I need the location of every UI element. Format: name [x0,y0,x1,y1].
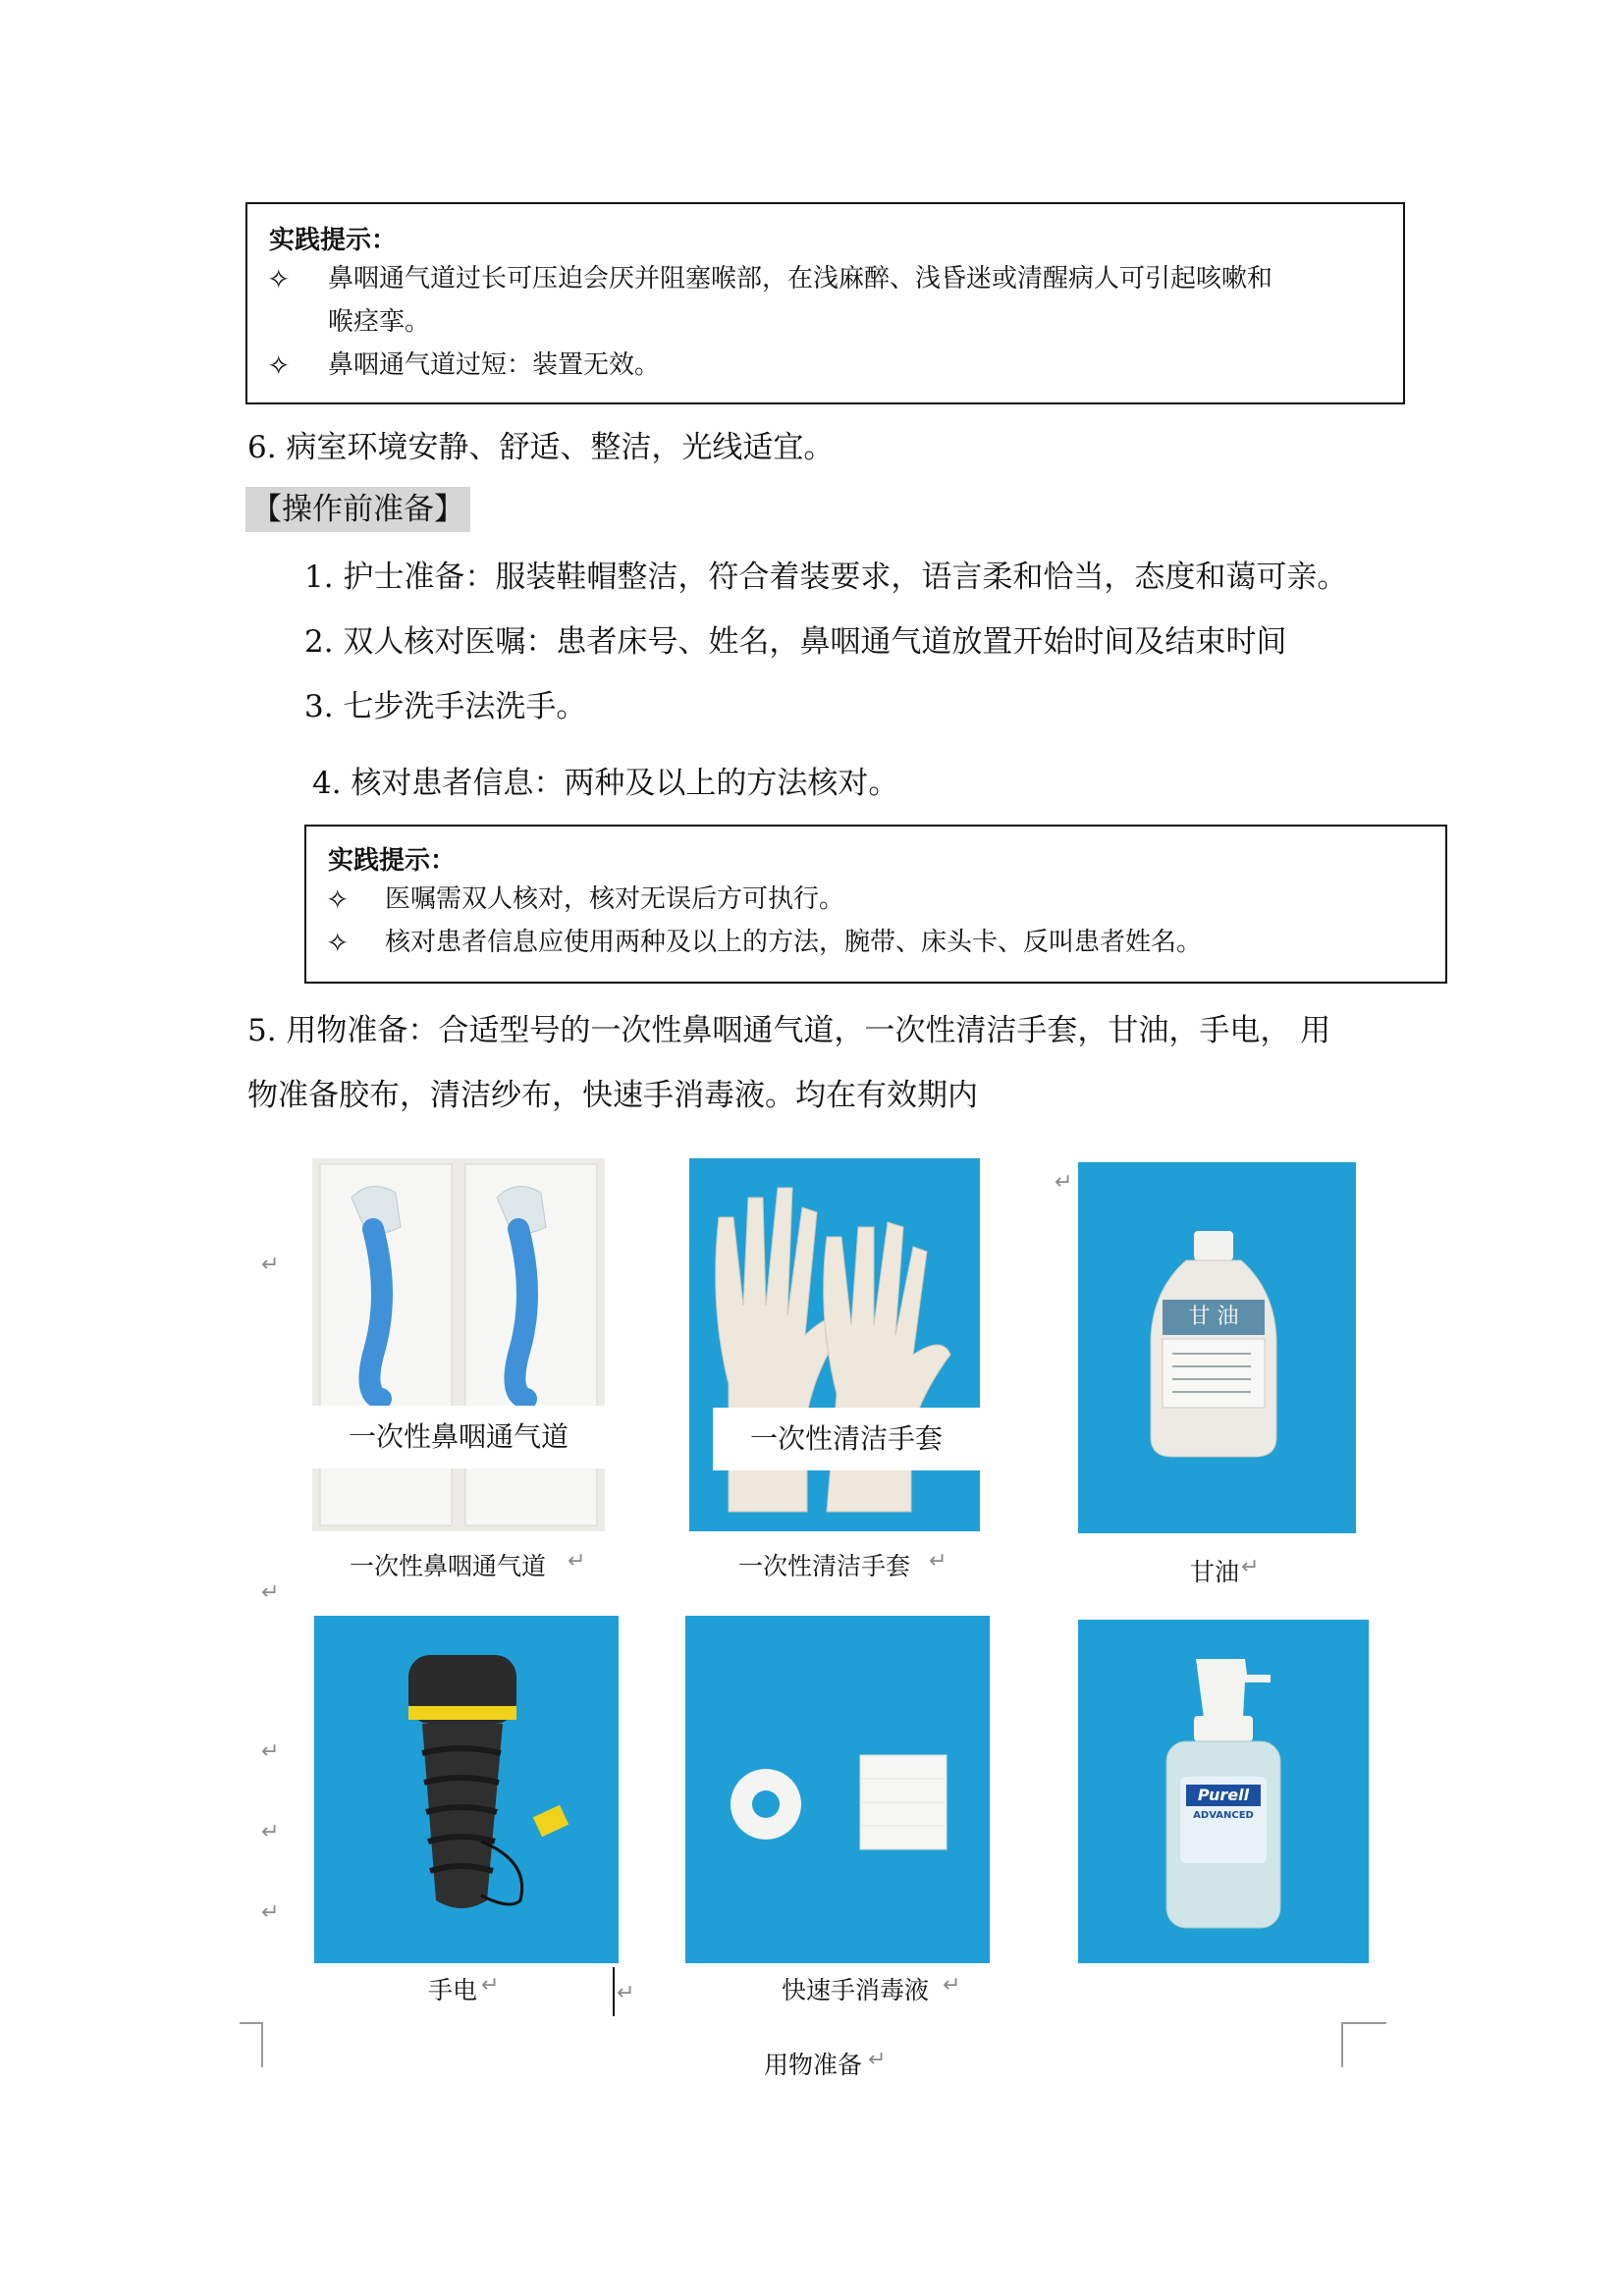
return-mark-icon: ↵ [261,1900,280,1925]
sanitizer-brand: Purell [1197,1786,1250,1804]
bullet-star-icon: ✧ [326,927,350,959]
flashlight-illustration [314,1616,619,1963]
airway-illustration [312,1158,605,1531]
step-4: 4. 核对患者信息：两种及以上的方法核对。 [312,766,899,801]
gloves-photo-label: 一次性清洁手套 [713,1408,980,1470]
return-mark-icon: ↵ [1241,1555,1260,1579]
step-2: 2. 双人核对医嘱：患者床号、姓名，鼻咽通气道放置开始时间及结束时间 [304,624,1287,660]
caption-sanitizer: 快速手消毒液 [782,1976,930,2004]
tip-item: 医嘱需双人核对，核对无误后方可执行。 [385,884,845,914]
glycerin-bottle-label: 甘 油 [1188,1305,1239,1329]
step-1: 1. 护士准备：服装鞋帽整洁，符合着装要求，语言柔和恰当，态度和蔼可亲。 [304,560,1348,595]
gloves-illustration [689,1158,980,1531]
airway-photo [312,1158,605,1531]
step-3: 3. 七步洗手法洗手。 [304,689,587,724]
tip-item: 鼻咽通气道过短：装置无效。 [328,350,661,380]
section-heading: 【操作前准备】 [245,487,470,532]
flashlight-photo [314,1616,619,1963]
tip-item: 核对患者信息应使用两种及以上的方法，腕带、床头卡、反叫患者姓名。 [385,928,1203,957]
return-mark-icon: ↵ [261,1820,280,1844]
glycerin-illustration [1078,1162,1356,1533]
tip-item: 喉痉挛。 [328,307,431,337]
tip-box-title: 实践提示： [328,846,457,876]
caption-flashlight: 手电 [428,1976,478,2004]
bullet-star-icon: ✧ [267,349,291,382]
tip-item: 鼻咽通气道过长可压迫会厌并阻塞喉部，在浅麻醉、浅昏迷或清醒病人可引起咳嗽和 [328,264,1273,294]
corner-mark-left [240,2022,263,2067]
return-mark-icon: ↵ [943,1973,961,1998]
figure-caption: 用物准备 [764,2051,863,2079]
return-mark-icon: ↵ [261,1253,280,1277]
text-cursor [613,1967,615,2016]
return-mark-icon: ↵ [868,2048,887,2072]
tape-gauze-photo [685,1616,990,1963]
sanitizer-photo [1078,1620,1369,1963]
return-mark-icon: ↵ [617,1981,635,2005]
tip-box-1 [245,202,1405,404]
caption-glycerin: 甘油 [1190,1558,1240,1586]
sanitizer-sub: ADVANCED [1193,1810,1254,1821]
glycerin-photo [1078,1162,1356,1533]
return-mark-icon: ↵ [481,1973,500,1998]
corner-mark-right [1341,2022,1386,2067]
return-mark-icon: ↵ [929,1549,947,1574]
caption-airway: 一次性鼻咽通气道 [350,1552,547,1580]
return-mark-icon: ↵ [1055,1170,1073,1195]
return-mark-icon: ↵ [261,1739,280,1764]
return-mark-icon: ↵ [568,1549,586,1574]
paragraph-6: 6. 病室环境安静、舒适、整洁，光线适宜。 [247,430,835,465]
return-mark-icon: ↵ [261,1580,280,1605]
tip-box-title: 实践提示： [269,226,398,255]
caption-gloves: 一次性清洁手套 [738,1552,911,1580]
paragraph-5-line-1: 5. 用物准备：合适型号的一次性鼻咽通气道，一次性清洁手套，甘油，手电， 用 [247,1013,1331,1048]
paragraph-5-line-2: 物准备胶布，清洁纱布，快速手消毒液。均在有效期内 [247,1078,978,1113]
tip-box-2 [304,825,1447,984]
tape-gauze-illustration [685,1616,990,1963]
airway-photo-label: 一次性鼻咽通气道 [312,1406,605,1468]
gloves-photo [689,1158,980,1531]
bullet-star-icon: ✧ [326,883,350,916]
bullet-star-icon: ✧ [267,263,291,295]
